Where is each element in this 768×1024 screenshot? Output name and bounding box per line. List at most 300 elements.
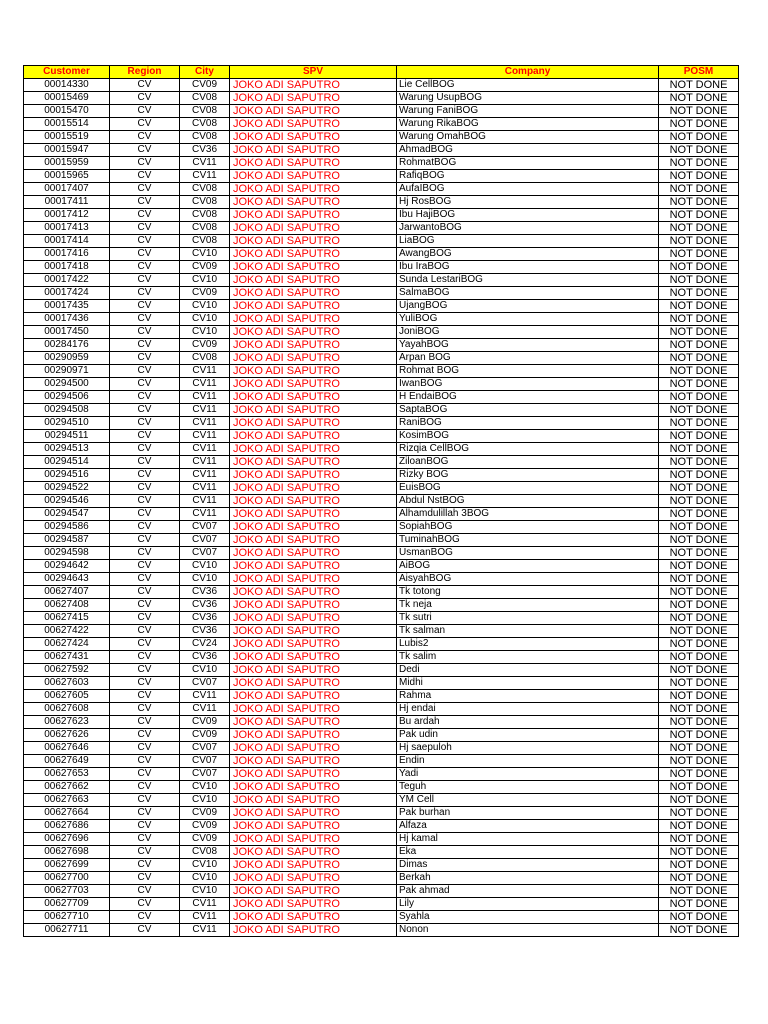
city-cell: CV10 xyxy=(180,248,230,261)
city-cell: CV09 xyxy=(180,79,230,92)
city-cell: CV36 xyxy=(180,651,230,664)
city-cell: CV11 xyxy=(180,924,230,937)
company-cell: Endin xyxy=(397,755,659,768)
spv-cell: JOKO ADI SAPUTRO xyxy=(230,560,397,573)
city-cell: CV08 xyxy=(180,196,230,209)
spv-cell: JOKO ADI SAPUTRO xyxy=(230,92,397,105)
city-cell: CV07 xyxy=(180,742,230,755)
company-cell: Rahma xyxy=(397,690,659,703)
city-cell: CV10 xyxy=(180,794,230,807)
table-row xyxy=(24,742,739,755)
region-cell: CV xyxy=(110,898,180,911)
customer-cell: 00627415 xyxy=(24,612,110,625)
region-cell: CV xyxy=(110,235,180,248)
posm-cell: NOT DONE xyxy=(659,105,739,118)
city-cell: CV36 xyxy=(180,625,230,638)
region-cell: CV xyxy=(110,157,180,170)
spv-cell: JOKO ADI SAPUTRO xyxy=(230,794,397,807)
table-row xyxy=(24,638,739,651)
customer-cell: 00294506 xyxy=(24,391,110,404)
spv-cell: JOKO ADI SAPUTRO xyxy=(230,924,397,937)
table-row xyxy=(24,716,739,729)
customer-cell: 00627711 xyxy=(24,924,110,937)
company-cell: ZiloanBOG xyxy=(397,456,659,469)
company-cell: Nonon xyxy=(397,924,659,937)
table-row xyxy=(24,131,739,144)
city-cell: CV10 xyxy=(180,781,230,794)
company-cell: Rizky BOG xyxy=(397,469,659,482)
region-cell: CV xyxy=(110,222,180,235)
posm-cell: NOT DONE xyxy=(659,755,739,768)
customer-cell: 00017450 xyxy=(24,326,110,339)
customer-cell: 00294586 xyxy=(24,521,110,534)
table-row xyxy=(24,755,739,768)
company-cell: YayahBOG xyxy=(397,339,659,352)
posm-cell: NOT DONE xyxy=(659,352,739,365)
region-cell: CV xyxy=(110,118,180,131)
customer-cell: 00627646 xyxy=(24,742,110,755)
customer-cell: 00015947 xyxy=(24,144,110,157)
spv-cell: JOKO ADI SAPUTRO xyxy=(230,755,397,768)
region-cell: CV xyxy=(110,287,180,300)
company-cell: Abdul NstBOG xyxy=(397,495,659,508)
company-cell: AisyahBOG xyxy=(397,573,659,586)
customer-cell: 00017416 xyxy=(24,248,110,261)
city-cell: CV36 xyxy=(180,599,230,612)
company-cell: Berkah xyxy=(397,872,659,885)
region-cell: CV xyxy=(110,833,180,846)
posm-cell: NOT DONE xyxy=(659,781,739,794)
region-cell: CV xyxy=(110,664,180,677)
region-cell: CV xyxy=(110,170,180,183)
company-cell: Pak burhan xyxy=(397,807,659,820)
table-row xyxy=(24,313,739,326)
city-cell: CV10 xyxy=(180,560,230,573)
table-row xyxy=(24,92,739,105)
posm-cell: NOT DONE xyxy=(659,599,739,612)
city-cell: CV08 xyxy=(180,183,230,196)
company-cell: H EndaiBOG xyxy=(397,391,659,404)
spv-cell: JOKO ADI SAPUTRO xyxy=(230,846,397,859)
company-cell: TuminahBOG xyxy=(397,534,659,547)
posm-cell: NOT DONE xyxy=(659,703,739,716)
table-row xyxy=(24,352,739,365)
posm-cell: NOT DONE xyxy=(659,898,739,911)
table-row xyxy=(24,664,739,677)
company-cell: Pak udin xyxy=(397,729,659,742)
customer-cell: 00627686 xyxy=(24,820,110,833)
customer-cell: 00294642 xyxy=(24,560,110,573)
spv-cell: JOKO ADI SAPUTRO xyxy=(230,378,397,391)
city-cell: CV08 xyxy=(180,352,230,365)
region-cell: CV xyxy=(110,365,180,378)
table-row xyxy=(24,118,739,131)
region-cell: CV xyxy=(110,521,180,534)
region-cell: CV xyxy=(110,703,180,716)
customer-cell: 00017436 xyxy=(24,313,110,326)
spv-cell: JOKO ADI SAPUTRO xyxy=(230,599,397,612)
city-cell: CV10 xyxy=(180,300,230,313)
company-cell: AwangBOG xyxy=(397,248,659,261)
table-row xyxy=(24,703,739,716)
customer-cell: 00627663 xyxy=(24,794,110,807)
spv-cell: JOKO ADI SAPUTRO xyxy=(230,339,397,352)
region-cell: CV xyxy=(110,313,180,326)
company-cell: YM Cell xyxy=(397,794,659,807)
spv-cell: JOKO ADI SAPUTRO xyxy=(230,508,397,521)
region-cell: CV xyxy=(110,885,180,898)
table-row xyxy=(24,924,739,937)
company-cell: LiaBOG xyxy=(397,235,659,248)
customer-cell: 00017411 xyxy=(24,196,110,209)
company-cell: Ibu HajiBOG xyxy=(397,209,659,222)
table-row xyxy=(24,339,739,352)
posm-cell: NOT DONE xyxy=(659,716,739,729)
customer-cell: 00015959 xyxy=(24,157,110,170)
table-row xyxy=(24,443,739,456)
spv-cell: JOKO ADI SAPUTRO xyxy=(230,716,397,729)
posm-cell: NOT DONE xyxy=(659,794,739,807)
table-row xyxy=(24,677,739,690)
customer-posm-table xyxy=(23,65,739,937)
table-row xyxy=(24,872,739,885)
company-cell: AufaIBOG xyxy=(397,183,659,196)
posm-cell: NOT DONE xyxy=(659,183,739,196)
customer-cell: 00627649 xyxy=(24,755,110,768)
posm-cell: NOT DONE xyxy=(659,118,739,131)
city-cell: CV09 xyxy=(180,833,230,846)
region-cell: CV xyxy=(110,638,180,651)
company-cell: Hj saepuloh xyxy=(397,742,659,755)
customer-cell: 00017435 xyxy=(24,300,110,313)
spv-cell: JOKO ADI SAPUTRO xyxy=(230,638,397,651)
company-cell: JoniBOG xyxy=(397,326,659,339)
header-customer: Customer xyxy=(24,66,110,79)
region-cell: CV xyxy=(110,768,180,781)
company-cell: Warung RikaBOG xyxy=(397,118,659,131)
city-cell: CV24 xyxy=(180,638,230,651)
city-cell: CV11 xyxy=(180,417,230,430)
posm-cell: NOT DONE xyxy=(659,534,739,547)
table-row xyxy=(24,144,739,157)
city-cell: CV11 xyxy=(180,508,230,521)
customer-cell: 00290971 xyxy=(24,365,110,378)
table-row xyxy=(24,690,739,703)
spv-cell: JOKO ADI SAPUTRO xyxy=(230,404,397,417)
table-row xyxy=(24,287,739,300)
region-cell: CV xyxy=(110,534,180,547)
region-cell: CV xyxy=(110,612,180,625)
region-cell: CV xyxy=(110,183,180,196)
table-row xyxy=(24,469,739,482)
region-cell: CV xyxy=(110,846,180,859)
city-cell: CV11 xyxy=(180,430,230,443)
customer-cell: 00627710 xyxy=(24,911,110,924)
customer-cell: 00294510 xyxy=(24,417,110,430)
region-cell: CV xyxy=(110,248,180,261)
city-cell: CV11 xyxy=(180,898,230,911)
customer-cell: 00015965 xyxy=(24,170,110,183)
table-row xyxy=(24,794,739,807)
company-cell: UjangBOG xyxy=(397,300,659,313)
table-row xyxy=(24,79,739,92)
table-row xyxy=(24,378,739,391)
posm-cell: NOT DONE xyxy=(659,872,739,885)
company-cell: Sunda LestariBOG xyxy=(397,274,659,287)
customer-cell: 00014330 xyxy=(24,79,110,92)
company-cell: Warung OmahBOG xyxy=(397,131,659,144)
spv-cell: JOKO ADI SAPUTRO xyxy=(230,469,397,482)
customer-cell: 00627699 xyxy=(24,859,110,872)
customer-cell: 00627407 xyxy=(24,586,110,599)
region-cell: CV xyxy=(110,482,180,495)
customer-cell: 00627408 xyxy=(24,599,110,612)
posm-cell: NOT DONE xyxy=(659,222,739,235)
city-cell: CV09 xyxy=(180,807,230,820)
city-cell: CV36 xyxy=(180,612,230,625)
region-cell: CV xyxy=(110,391,180,404)
customer-cell: 00017413 xyxy=(24,222,110,235)
customer-cell: 00627592 xyxy=(24,664,110,677)
region-cell: CV xyxy=(110,820,180,833)
spv-cell: JOKO ADI SAPUTRO xyxy=(230,300,397,313)
city-cell: CV09 xyxy=(180,716,230,729)
city-cell: CV36 xyxy=(180,144,230,157)
company-cell: Teguh xyxy=(397,781,659,794)
spv-cell: JOKO ADI SAPUTRO xyxy=(230,79,397,92)
posm-cell: NOT DONE xyxy=(659,833,739,846)
posm-cell: NOT DONE xyxy=(659,248,739,261)
company-cell: RohmatBOG xyxy=(397,157,659,170)
spv-cell: JOKO ADI SAPUTRO xyxy=(230,417,397,430)
region-cell: CV xyxy=(110,326,180,339)
posm-cell: NOT DONE xyxy=(659,560,739,573)
posm-cell: NOT DONE xyxy=(659,859,739,872)
table-row xyxy=(24,807,739,820)
table-row xyxy=(24,456,739,469)
spv-cell: JOKO ADI SAPUTRO xyxy=(230,443,397,456)
city-cell: CV11 xyxy=(180,690,230,703)
spv-cell: JOKO ADI SAPUTRO xyxy=(230,287,397,300)
city-cell: CV07 xyxy=(180,534,230,547)
city-cell: CV07 xyxy=(180,521,230,534)
customer-cell: 00017418 xyxy=(24,261,110,274)
posm-cell: NOT DONE xyxy=(659,495,739,508)
city-cell: CV10 xyxy=(180,664,230,677)
region-cell: CV xyxy=(110,599,180,612)
table-row xyxy=(24,820,739,833)
posm-cell: NOT DONE xyxy=(659,573,739,586)
city-cell: CV08 xyxy=(180,209,230,222)
company-cell: UsmanBOG xyxy=(397,547,659,560)
region-cell: CV xyxy=(110,105,180,118)
region-cell: CV xyxy=(110,456,180,469)
region-cell: CV xyxy=(110,716,180,729)
region-cell: CV xyxy=(110,872,180,885)
spv-cell: JOKO ADI SAPUTRO xyxy=(230,807,397,820)
customer-cell: 00294513 xyxy=(24,443,110,456)
region-cell: CV xyxy=(110,274,180,287)
spv-cell: JOKO ADI SAPUTRO xyxy=(230,248,397,261)
spv-cell: JOKO ADI SAPUTRO xyxy=(230,391,397,404)
company-cell: Lubis2 xyxy=(397,638,659,651)
company-cell: Hj kamal xyxy=(397,833,659,846)
region-cell: CV xyxy=(110,417,180,430)
spv-cell: JOKO ADI SAPUTRO xyxy=(230,222,397,235)
city-cell: CV11 xyxy=(180,911,230,924)
region-cell: CV xyxy=(110,807,180,820)
city-cell: CV11 xyxy=(180,456,230,469)
spv-cell: JOKO ADI SAPUTRO xyxy=(230,885,397,898)
table-row xyxy=(24,222,739,235)
company-cell: Tk salim xyxy=(397,651,659,664)
customer-cell: 00627608 xyxy=(24,703,110,716)
table-row xyxy=(24,560,739,573)
spv-cell: JOKO ADI SAPUTRO xyxy=(230,495,397,508)
posm-cell: NOT DONE xyxy=(659,846,739,859)
customer-cell: 00294643 xyxy=(24,573,110,586)
company-cell: Tk neja xyxy=(397,599,659,612)
customer-cell: 00284176 xyxy=(24,339,110,352)
posm-cell: NOT DONE xyxy=(659,131,739,144)
spv-cell: JOKO ADI SAPUTRO xyxy=(230,872,397,885)
posm-cell: NOT DONE xyxy=(659,274,739,287)
table-row xyxy=(24,833,739,846)
company-cell: Tk sutri xyxy=(397,612,659,625)
posm-cell: NOT DONE xyxy=(659,157,739,170)
customer-cell: 00017407 xyxy=(24,183,110,196)
city-cell: CV08 xyxy=(180,92,230,105)
spv-cell: JOKO ADI SAPUTRO xyxy=(230,612,397,625)
posm-cell: NOT DONE xyxy=(659,261,739,274)
customer-cell: 00015470 xyxy=(24,105,110,118)
table-row xyxy=(24,534,739,547)
city-cell: CV09 xyxy=(180,339,230,352)
city-cell: CV10 xyxy=(180,885,230,898)
region-cell: CV xyxy=(110,79,180,92)
posm-cell: NOT DONE xyxy=(659,742,739,755)
region-cell: CV xyxy=(110,742,180,755)
posm-cell: NOT DONE xyxy=(659,92,739,105)
company-cell: JarwantoBOG xyxy=(397,222,659,235)
table-row xyxy=(24,430,739,443)
spv-cell: JOKO ADI SAPUTRO xyxy=(230,534,397,547)
spv-cell: JOKO ADI SAPUTRO xyxy=(230,482,397,495)
header-spv: SPV xyxy=(230,66,397,79)
company-cell: Warung FaniBOG xyxy=(397,105,659,118)
company-cell: Eka xyxy=(397,846,659,859)
city-cell: CV09 xyxy=(180,820,230,833)
table-row xyxy=(24,625,739,638)
region-cell: CV xyxy=(110,469,180,482)
region-cell: CV xyxy=(110,339,180,352)
spv-cell: JOKO ADI SAPUTRO xyxy=(230,625,397,638)
table-row xyxy=(24,157,739,170)
customer-cell: 00627664 xyxy=(24,807,110,820)
table-row xyxy=(24,911,739,924)
company-cell: YuliBOG xyxy=(397,313,659,326)
header-city: City xyxy=(180,66,230,79)
city-cell: CV36 xyxy=(180,586,230,599)
city-cell: CV11 xyxy=(180,443,230,456)
table-row xyxy=(24,196,739,209)
posm-cell: NOT DONE xyxy=(659,79,739,92)
posm-cell: NOT DONE xyxy=(659,521,739,534)
city-cell: CV11 xyxy=(180,495,230,508)
posm-cell: NOT DONE xyxy=(659,287,739,300)
posm-cell: NOT DONE xyxy=(659,924,739,937)
company-cell: AhmadBOG xyxy=(397,144,659,157)
customer-cell: 00294546 xyxy=(24,495,110,508)
city-cell: CV10 xyxy=(180,326,230,339)
customer-cell: 00017412 xyxy=(24,209,110,222)
posm-cell: NOT DONE xyxy=(659,885,739,898)
table-row xyxy=(24,898,739,911)
region-cell: CV xyxy=(110,794,180,807)
region-cell: CV xyxy=(110,430,180,443)
region-cell: CV xyxy=(110,443,180,456)
city-cell: CV10 xyxy=(180,859,230,872)
table-row xyxy=(24,508,739,521)
posm-cell: NOT DONE xyxy=(659,508,739,521)
company-cell: AiBOG xyxy=(397,560,659,573)
customer-cell: 00627698 xyxy=(24,846,110,859)
company-cell: Ibu IraBOG xyxy=(397,261,659,274)
city-cell: CV08 xyxy=(180,222,230,235)
spv-cell: JOKO ADI SAPUTRO xyxy=(230,326,397,339)
customer-cell: 00627709 xyxy=(24,898,110,911)
company-cell: Pak ahmad xyxy=(397,885,659,898)
city-cell: CV07 xyxy=(180,547,230,560)
table-row xyxy=(24,781,739,794)
city-cell: CV08 xyxy=(180,105,230,118)
region-cell: CV xyxy=(110,352,180,365)
region-cell: CV xyxy=(110,560,180,573)
customer-cell: 00294516 xyxy=(24,469,110,482)
spv-cell: JOKO ADI SAPUTRO xyxy=(230,105,397,118)
table-row xyxy=(24,417,739,430)
table-body xyxy=(24,79,739,937)
table-row xyxy=(24,261,739,274)
spv-cell: JOKO ADI SAPUTRO xyxy=(230,430,397,443)
posm-cell: NOT DONE xyxy=(659,404,739,417)
company-cell: Syahla xyxy=(397,911,659,924)
spv-cell: JOKO ADI SAPUTRO xyxy=(230,144,397,157)
posm-cell: NOT DONE xyxy=(659,807,739,820)
table-row xyxy=(24,248,739,261)
table-row xyxy=(24,274,739,287)
table-row xyxy=(24,482,739,495)
region-cell: CV xyxy=(110,144,180,157)
company-cell: Midhi xyxy=(397,677,659,690)
company-cell: Alhamdulillah 3BOG xyxy=(397,508,659,521)
company-cell: Yadi xyxy=(397,768,659,781)
table-row xyxy=(24,365,739,378)
city-cell: CV09 xyxy=(180,261,230,274)
region-cell: CV xyxy=(110,131,180,144)
company-cell: SopiahBOG xyxy=(397,521,659,534)
posm-cell: NOT DONE xyxy=(659,729,739,742)
city-cell: CV08 xyxy=(180,131,230,144)
spv-cell: JOKO ADI SAPUTRO xyxy=(230,729,397,742)
table-row xyxy=(24,859,739,872)
posm-cell: NOT DONE xyxy=(659,391,739,404)
spv-cell: JOKO ADI SAPUTRO xyxy=(230,183,397,196)
customer-cell: 00294598 xyxy=(24,547,110,560)
region-cell: CV xyxy=(110,625,180,638)
customer-cell: 00017414 xyxy=(24,235,110,248)
table-row xyxy=(24,846,739,859)
